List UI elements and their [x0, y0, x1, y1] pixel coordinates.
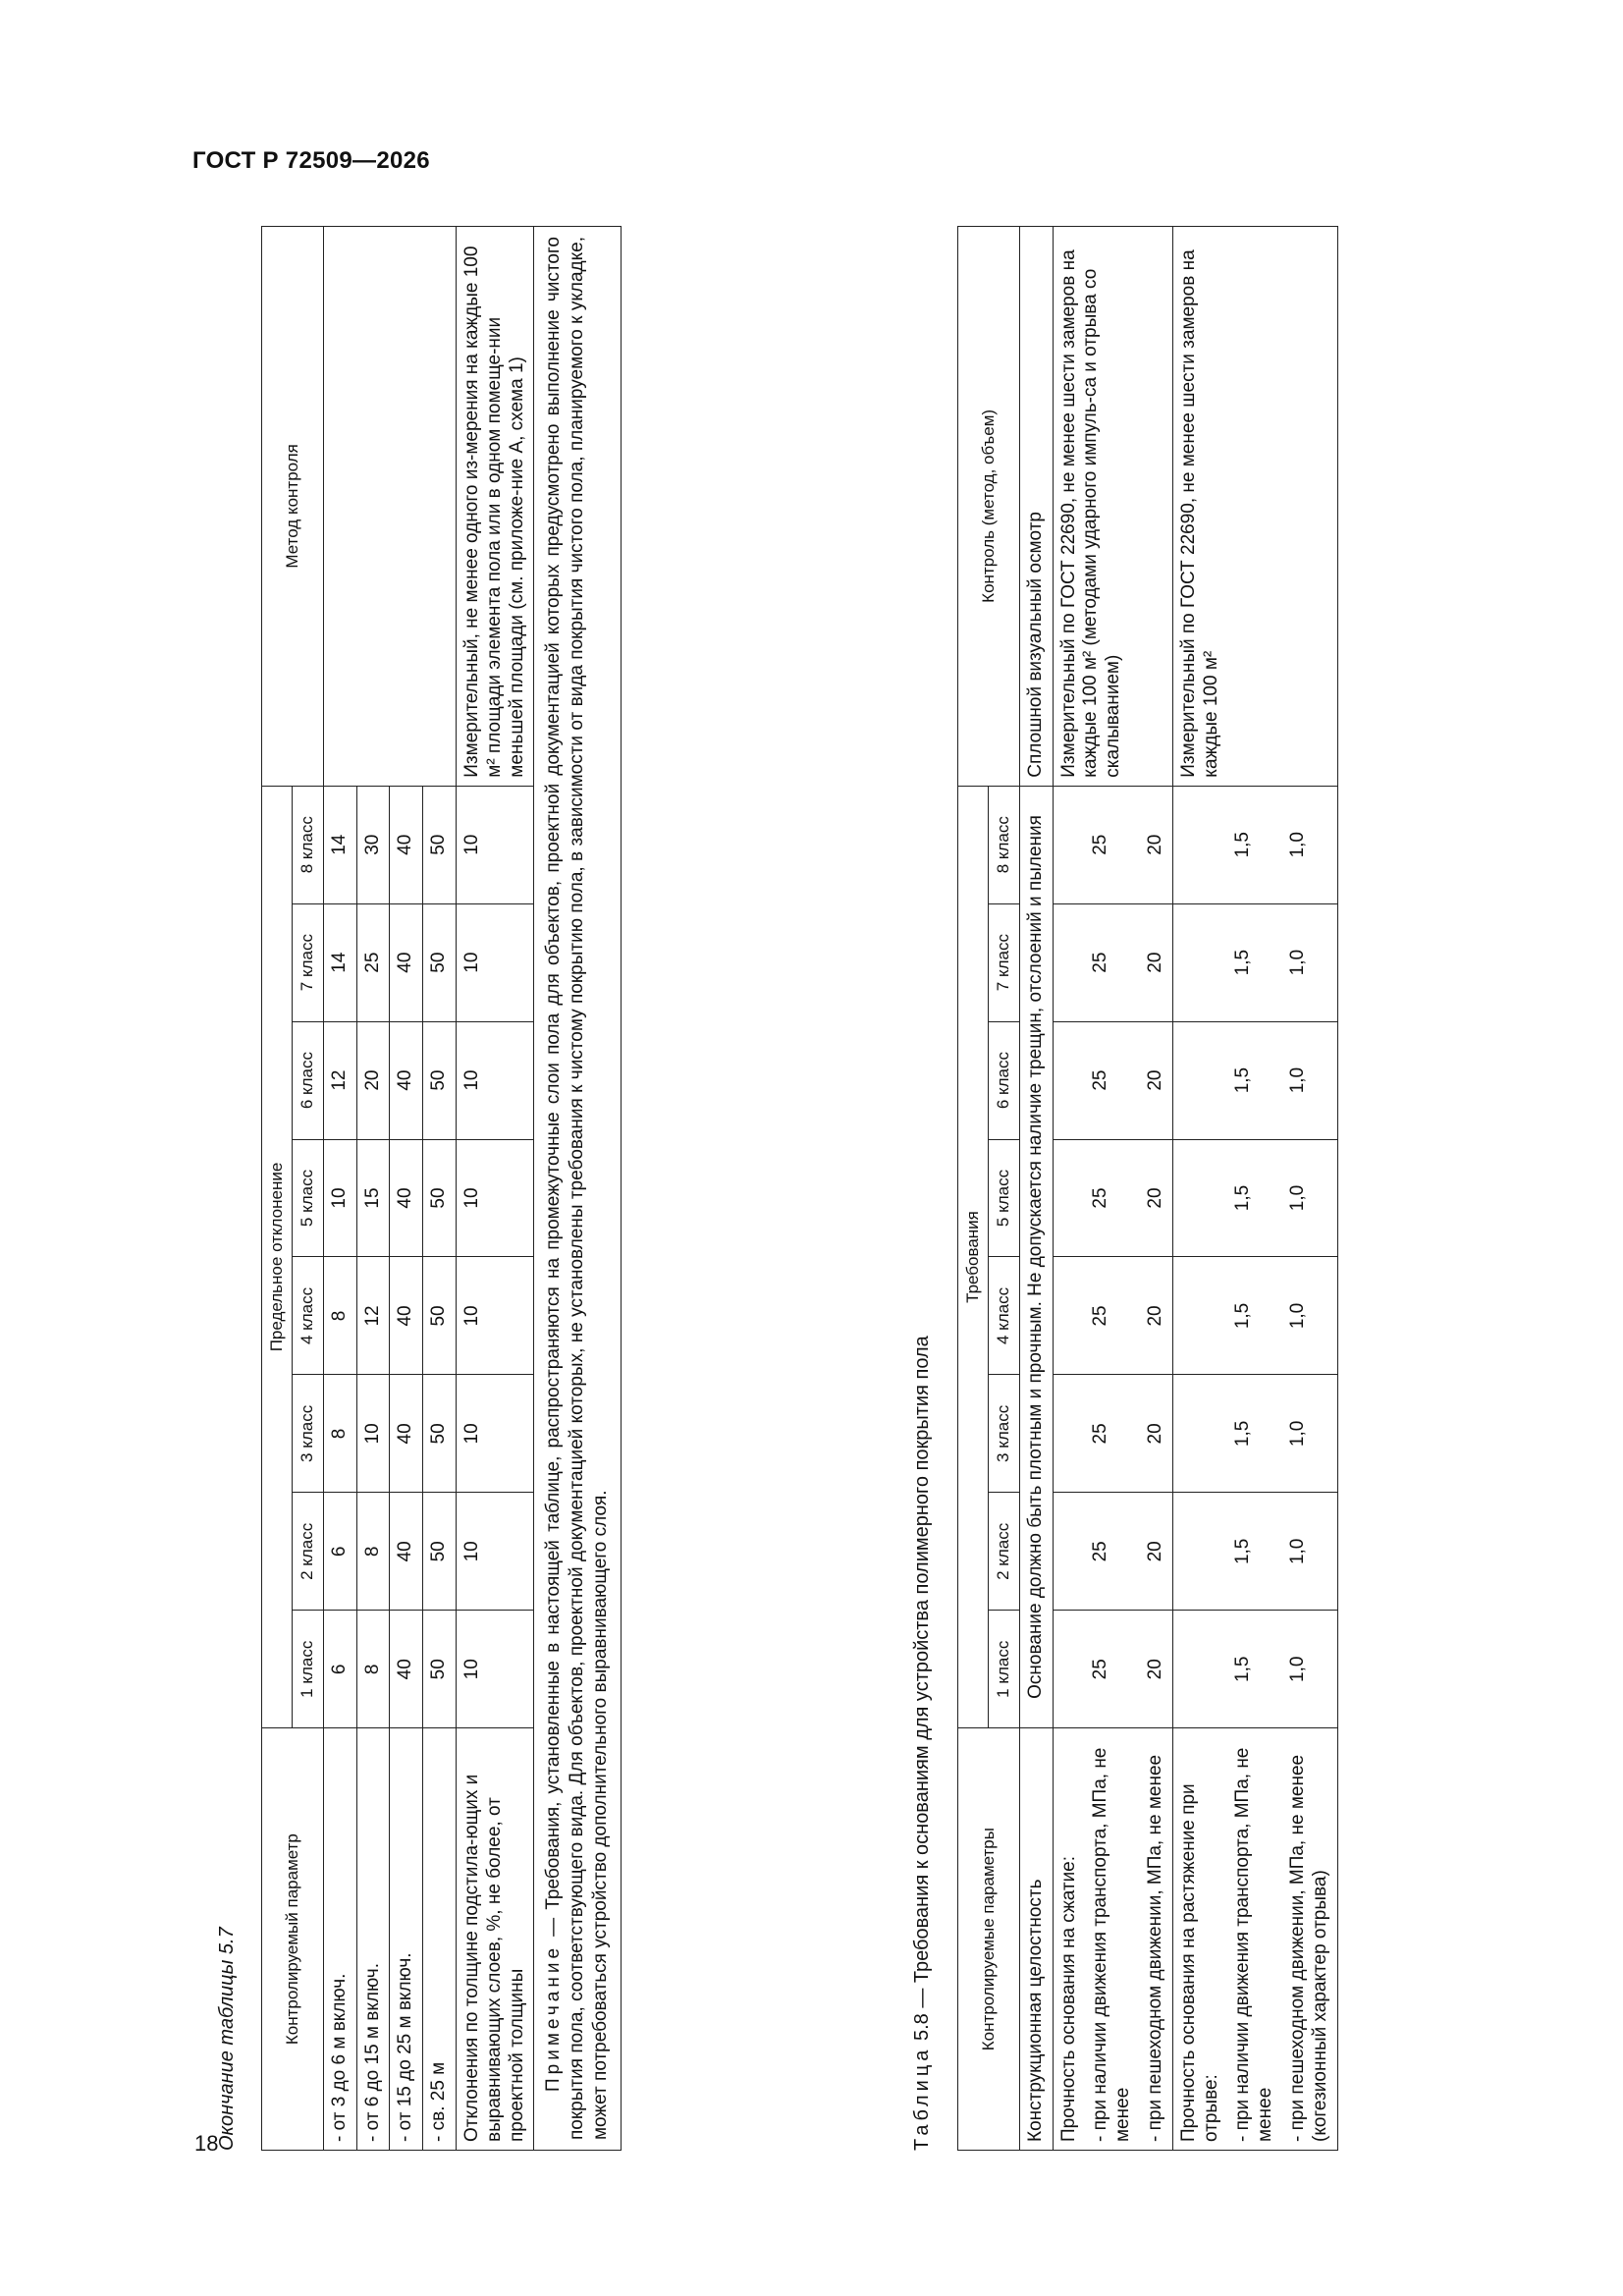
cell: 20: [1140, 1021, 1172, 1139]
cell: 14: [323, 903, 356, 1021]
cell: 10: [456, 1139, 533, 1257]
cell: 1,0: [1282, 1611, 1337, 1728]
col-control-header: Контроль (метод, объем): [958, 227, 1020, 787]
cell: 10: [456, 786, 533, 903]
row-param: - при пешеходном движении, МПа, не менее: [1140, 1728, 1172, 2151]
cell: 1,0: [1282, 1493, 1337, 1611]
method-empty-cell: [323, 227, 456, 787]
control-cell: Измерительный по ГОСТ 22690, не менее шести замеров на каждые 100 м²: [1172, 227, 1337, 787]
row-param: Отклонения по толщине подстила-ющих и выравнивающих слоев, %, не более, от проектной толщины: [456, 1728, 533, 2151]
cell: 40: [390, 903, 423, 1021]
row-param: - при наличии движения транспорта, МПа, не менее: [1227, 1728, 1282, 2151]
row-param: - от 3 до 6 м включ.: [323, 1728, 356, 2151]
cell: 15: [356, 1139, 390, 1257]
class-header: 5 класс: [989, 1139, 1019, 1257]
cell: 20: [1140, 903, 1172, 1021]
cell: 50: [423, 1139, 457, 1257]
class-header: 4 класс: [293, 1257, 323, 1375]
cell: 1,5: [1227, 1611, 1282, 1728]
cell: 25: [1085, 1493, 1140, 1611]
control-cell: Измерительный по ГОСТ 22690, не менее шести замеров на каждые 100 м² (методами ударного импуль-са и отрыва со скалыванием): [1053, 227, 1172, 787]
method-cell: Измерительный, не менее одного из-мерения на каждые 100 м² площади элемента пола или в одном помеще-нии меньшей площади (см. приложе-ние А, схема 1): [456, 227, 533, 787]
class-header: 7 класс: [293, 903, 323, 1021]
cell: 10: [456, 1257, 533, 1375]
control-cell: Сплошной визуальный осмотр: [1019, 227, 1053, 787]
cell: 12: [356, 1257, 390, 1375]
col-method-header: Метод контроля: [262, 227, 324, 787]
cell: 25: [1085, 903, 1140, 1021]
cell: 25: [1085, 1611, 1140, 1728]
cell: 25: [1085, 1139, 1140, 1257]
note-label: Примечание: [543, 1943, 565, 2092]
class-header: 3 класс: [293, 1375, 323, 1493]
cell: 8: [356, 1611, 390, 1728]
cell: 40: [390, 1021, 423, 1139]
cell: 10: [456, 1493, 533, 1611]
cell: 8: [323, 1257, 356, 1375]
cell: 40: [390, 1375, 423, 1493]
table-title-text: 5.8 — Требования к основаниям для устройства полимерного покрытия пола: [911, 1336, 933, 2047]
table-note: [534, 227, 621, 2151]
table-5-7-caption: Окончание таблицы 5.7: [216, 1927, 238, 2151]
cell: 40: [390, 1257, 423, 1375]
cell: 50: [423, 1611, 457, 1728]
cell: 1,5: [1227, 1139, 1282, 1257]
cell: 8: [323, 1375, 356, 1493]
table-row: [1172, 227, 1227, 2151]
row-param: - от 6 до 15 м включ.: [356, 1728, 390, 2151]
col-params-header: Контролируемые параметры: [958, 1728, 1020, 2151]
cell: 10: [456, 1611, 533, 1728]
table-label: Таблица: [911, 2046, 933, 2151]
cell: 1,0: [1282, 1021, 1337, 1139]
class-header: 2 класс: [293, 1493, 323, 1611]
table-row: [456, 227, 533, 2151]
table-5-8: [957, 226, 1338, 2151]
class-header: 1 класс: [989, 1611, 1019, 1728]
cell: 25: [1085, 786, 1140, 903]
cell: 14: [323, 786, 356, 903]
cell: 20: [1140, 1493, 1172, 1611]
cell: 50: [423, 903, 457, 1021]
cell: 8: [356, 1493, 390, 1611]
cell: 40: [390, 1139, 423, 1257]
cell: 1,5: [1227, 903, 1282, 1021]
cell: 20: [356, 1021, 390, 1139]
integrity-requirement: Основание должно быть плотным и прочным. Не допускается наличие трещин, отслоений и пыления: [1019, 786, 1053, 1728]
cell: 10: [323, 1139, 356, 1257]
class-header: 7 класс: [989, 903, 1019, 1021]
cell: 1,0: [1282, 903, 1337, 1021]
table-5-7: [261, 226, 622, 2151]
rotated-content: [177, 216, 1623, 2160]
cell: 50: [423, 1257, 457, 1375]
cell: 20: [1140, 1375, 1172, 1493]
col-requirements-header: Требования: [958, 786, 989, 1728]
cell: 50: [423, 1021, 457, 1139]
row-param: - при наличии движения транспорта, МПа, не менее: [1085, 1728, 1140, 2151]
cell: 25: [356, 903, 390, 1021]
cell: 1,0: [1282, 1375, 1337, 1493]
cell: 20: [1140, 786, 1172, 903]
row-group-header: Прочность основания на растяжение при отрыве:: [1172, 1728, 1227, 2151]
cell: 6: [323, 1611, 356, 1728]
class-header: 5 класс: [293, 1139, 323, 1257]
note-text: — Требования, установленные в настоящей таблице, распространяются на промежуточные слои пола для объектов, проектной документацией которых предусмотрено выполнение чистого покрытия пола, соответствующего вида. Для объектов, проектной документацией которых, не установлены требования к чистому покрытию пола, в зависимости от вида покрытия чистого пола, планируемого к укладке, может потребоваться устройство дополнительного выравнивающего слоя.: [543, 237, 611, 2140]
cell: 1,0: [1282, 786, 1337, 903]
class-header: 6 класс: [293, 1021, 323, 1139]
cell: 1,0: [1282, 1257, 1337, 1375]
cell: 30: [356, 786, 390, 903]
cell: 25: [1085, 1021, 1140, 1139]
class-header: 8 класс: [989, 786, 1019, 903]
cell: 12: [323, 1021, 356, 1139]
cell: 10: [456, 903, 533, 1021]
cell: 25: [1085, 1257, 1140, 1375]
col-deviation-header: Предельное отклонение: [262, 786, 293, 1728]
cell: 1,5: [1227, 1021, 1282, 1139]
cell: 50: [423, 1375, 457, 1493]
cell: 20: [1140, 1257, 1172, 1375]
cell: 50: [423, 1493, 457, 1611]
cell: 25: [1085, 1375, 1140, 1493]
row-group-header: Прочность основания на сжатие:: [1053, 1728, 1085, 2151]
cell: 6: [323, 1493, 356, 1611]
cell: 50: [423, 786, 457, 903]
page-number: 18: [194, 2131, 219, 2156]
col-param-header: Контролируемый параметр: [262, 1728, 324, 2151]
cell: 1,5: [1227, 1493, 1282, 1611]
class-header: 3 класс: [989, 1375, 1019, 1493]
cell: 10: [356, 1375, 390, 1493]
cell: 40: [390, 1493, 423, 1611]
row-param: - при пешеходном движении, МПа, не менее (когезионный характер отрыва): [1282, 1728, 1337, 2151]
row-param: - от 15 до 25 м включ.: [390, 1728, 423, 2151]
document-header: ГОСТ Р 72509—2026: [192, 147, 430, 174]
table-5-8-title: [911, 1336, 934, 2151]
class-header: 1 класс: [293, 1611, 323, 1728]
row-param: Конструкционная целостность: [1019, 1728, 1053, 2151]
table-row: [1053, 227, 1085, 2151]
cell: 1,5: [1227, 786, 1282, 903]
table-row: [1019, 227, 1053, 2151]
cell: 10: [456, 1375, 533, 1493]
class-header: 8 класс: [293, 786, 323, 903]
row-param: - св. 25 м: [423, 1728, 457, 2151]
cell: 1,5: [1227, 1257, 1282, 1375]
cell: 20: [1140, 1611, 1172, 1728]
cell: 1,0: [1282, 1139, 1337, 1257]
class-header: 6 класс: [989, 1021, 1019, 1139]
class-header: 2 класс: [989, 1493, 1019, 1611]
cell: 10: [456, 1021, 533, 1139]
cell: 1,5: [1227, 1375, 1282, 1493]
cell: 40: [390, 786, 423, 903]
cell: 40: [390, 1611, 423, 1728]
table-row: [323, 227, 356, 2151]
class-header: 4 класс: [989, 1257, 1019, 1375]
cell: 20: [1140, 1139, 1172, 1257]
